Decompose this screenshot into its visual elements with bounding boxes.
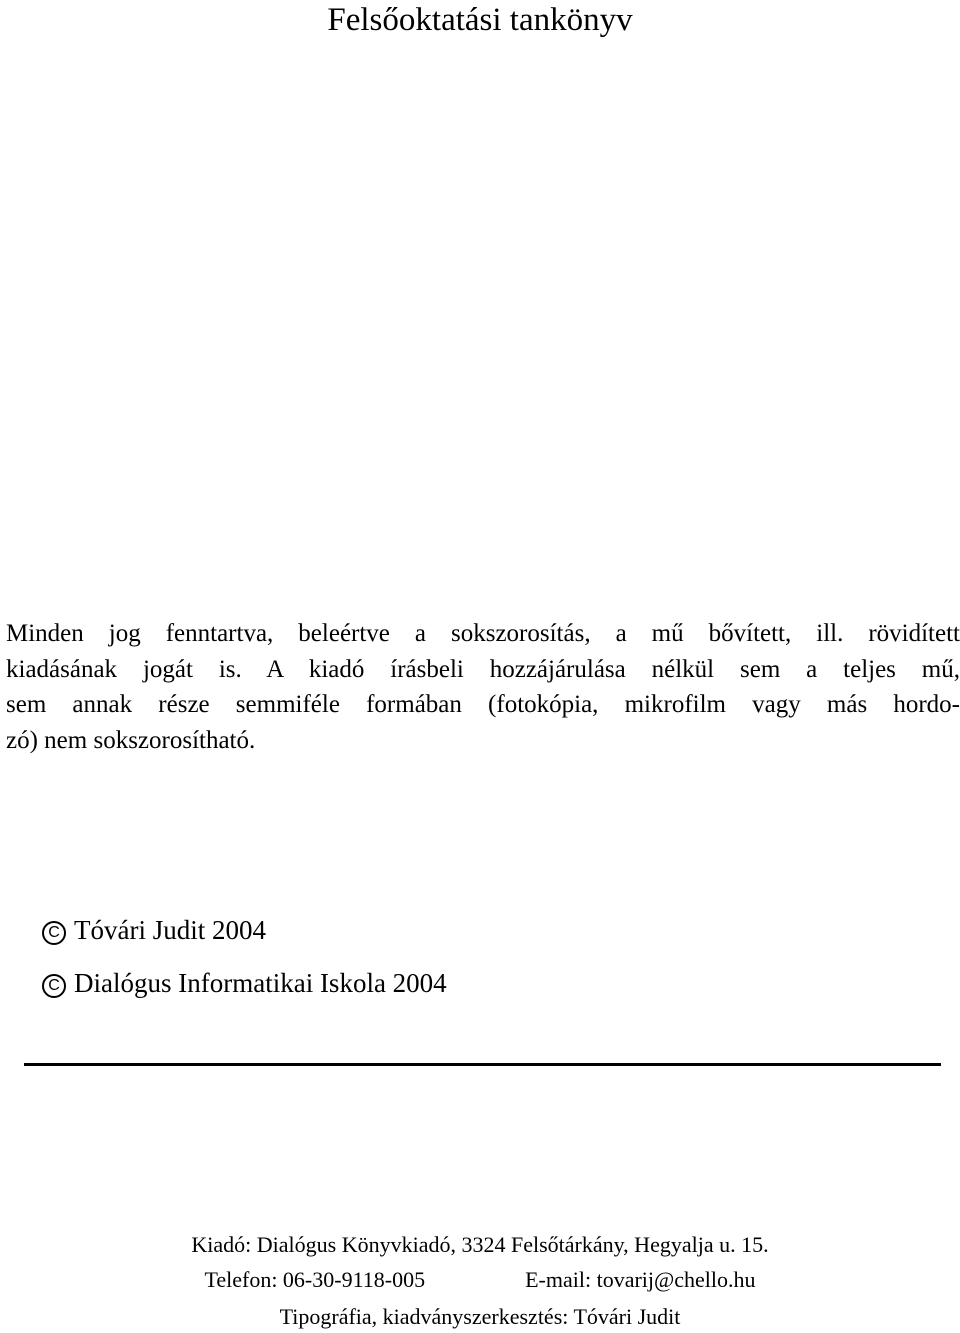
rights-notice-line: sem annak része semmiféle formában (fotokópia, mikrofilm vagy más hordo- xyxy=(6,691,960,718)
rights-notice xyxy=(6,616,960,758)
copyright-icon: C xyxy=(42,921,66,945)
copyright-icon: C xyxy=(42,974,66,998)
series-title: Felsőoktatási tankönyv xyxy=(327,2,633,38)
imprint-publisher: Kiadó: Dialógus Könyvkiadó, 3324 Felsőtárkány, Hegyalja u. 15. xyxy=(191,1232,769,1257)
copyright-school xyxy=(42,966,447,1000)
rights-notice-line: Minden jog fenntartva, beleértve a sokszorosítás, a mű bővített, ill. rövidített xyxy=(6,620,960,647)
imprint-phone: Telefon: 06-30-9118-005 xyxy=(204,1267,426,1292)
rights-notice-line: kiadásának jogát is. A kiadó írásbeli hozzájárulása nélkül sem a teljes mű, xyxy=(6,655,960,683)
horizontal-rule xyxy=(24,1063,941,1066)
copyright-author-text: Tóvári Judit 2004 xyxy=(74,915,266,945)
imprint-contact xyxy=(0,1265,960,1295)
copyright-school-text: Dialógus Informatikai Iskola 2004 xyxy=(74,968,447,998)
imprint-email: E-mail: tovarij@chello.hu xyxy=(525,1267,756,1292)
copyright-author xyxy=(42,913,266,947)
rights-notice-line: zó) nem sokszorosítható. xyxy=(6,726,256,754)
imprint-typography: Tipográfia, kiadványszerkesztés: Tóvári Judit xyxy=(279,1304,681,1329)
